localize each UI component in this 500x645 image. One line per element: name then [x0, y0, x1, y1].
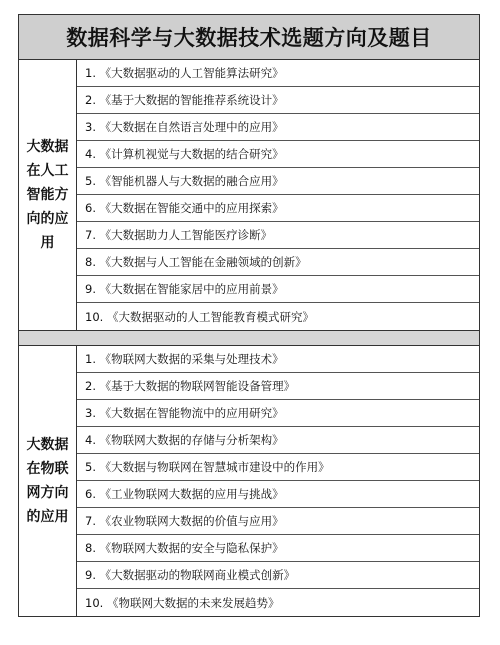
- section-iot: [19, 346, 479, 616]
- category-cell: [19, 60, 77, 330]
- topic-item: 10. 《物联网大数据的未来发展趋势》: [85, 595, 280, 610]
- topic-item: 2. 《基于大数据的物联网智能设备管理》: [77, 373, 479, 400]
- topic-item: 10. 《大数据驱动的人工智能教育模式研究》: [85, 309, 314, 324]
- topic-item: 6. 《大数据在智能交通中的应用探索》: [77, 195, 479, 222]
- topic-item: 1. 《物联网大数据的采集与处理技术》: [77, 346, 479, 373]
- page-title: 数据科学与大数据技术选题方向及题目: [19, 15, 479, 60]
- category-cell: [19, 346, 77, 616]
- category-label: 大数据在物联网方向的应用: [26, 437, 69, 525]
- topic-list: [77, 346, 479, 616]
- topic-item: 1. 《大数据驱动的人工智能算法研究》: [77, 60, 479, 87]
- topic-item: 7. 《农业物联网大数据的价值与应用》: [77, 508, 479, 535]
- topic-item: 9. 《大数据驱动的物联网商业模式创新》: [77, 562, 479, 589]
- topic-item: 3. 《大数据在智能物流中的应用研究》: [77, 400, 479, 427]
- section-divider: [19, 331, 479, 346]
- topic-table: [18, 14, 480, 617]
- topic-item: 3. 《大数据在自然语言处理中的应用》: [77, 114, 479, 141]
- topic-item: 2. 《基于大数据的智能推荐系统设计》: [77, 87, 479, 114]
- topic-list: [77, 60, 479, 330]
- topic-item: 5. 《大数据与物联网在智慧城市建设中的作用》: [77, 454, 479, 481]
- section-ai: [19, 60, 479, 331]
- topic-item: 9. 《大数据在智能家居中的应用前景》: [77, 276, 479, 303]
- topic-item: 8. 《大数据与人工智能在金融领域的创新》: [77, 249, 479, 276]
- category-label: 大数据在人工智能方向的应用: [26, 139, 69, 251]
- topic-item: 4. 《物联网大数据的存储与分析架构》: [77, 427, 479, 454]
- topic-item: 5. 《智能机器人与大数据的融合应用》: [77, 168, 479, 195]
- topic-item: 6. 《工业物联网大数据的应用与挑战》: [77, 481, 479, 508]
- topic-item: 8. 《物联网大数据的安全与隐私保护》: [77, 535, 479, 562]
- topic-item: 4. 《计算机视觉与大数据的结合研究》: [77, 141, 479, 168]
- topic-item: 7. 《大数据助力人工智能医疗诊断》: [77, 222, 479, 249]
